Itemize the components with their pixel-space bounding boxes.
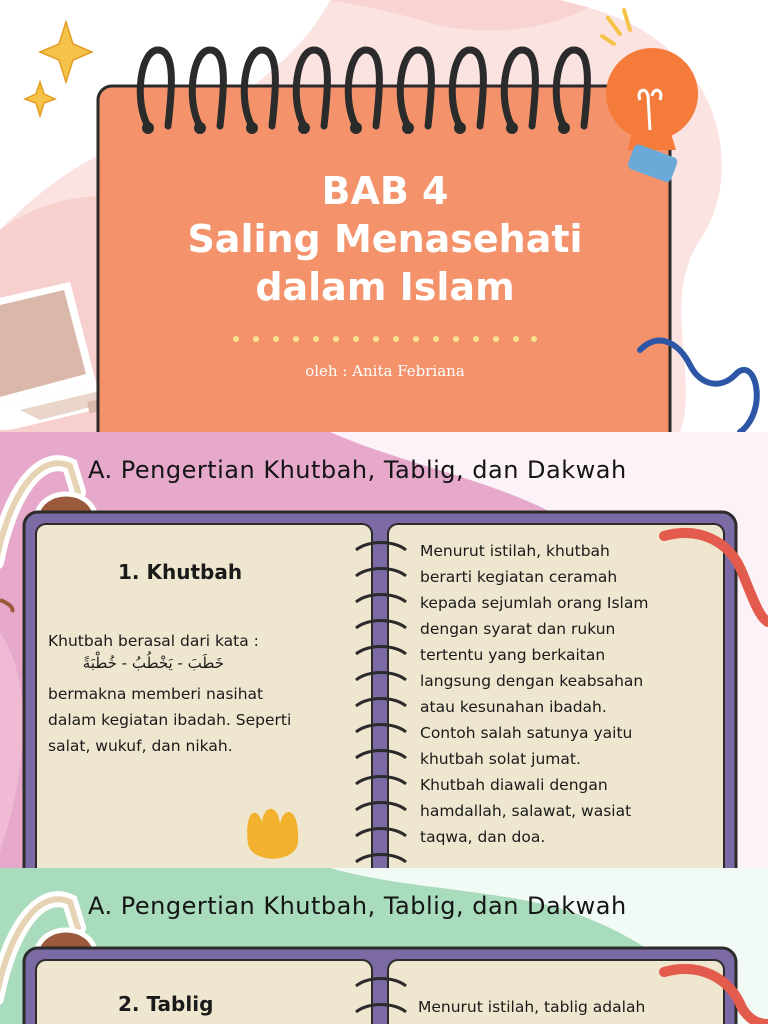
text-line: langsung dengan keabsahan bbox=[420, 672, 644, 690]
khutbah-origin-intro: Khutbah berasal dari kata : bbox=[48, 632, 259, 650]
subsection-heading-tablig: 2. Tablig bbox=[118, 992, 214, 1016]
text-line: atau kesunahan ibadah. bbox=[420, 698, 607, 716]
text-line: dengan syarat dan rukun bbox=[420, 620, 616, 638]
subsection-heading-khutbah: 1. Khutbah bbox=[118, 560, 243, 584]
title-line-2: Saling Menasehati bbox=[187, 217, 583, 261]
text-line: berarti kegiatan ceramah bbox=[420, 568, 618, 586]
bg-blob-pink-top bbox=[330, 0, 600, 30]
bg-blob-pink bbox=[0, 632, 23, 852]
slide-khutbah bbox=[0, 432, 768, 868]
khutbah-arabic-root: خَطَبَ - يَخْطُبُ - خُطْبَةً bbox=[82, 654, 224, 672]
text-line: tertentu yang berkaitan bbox=[420, 646, 606, 664]
slide-tablig bbox=[0, 868, 768, 1024]
text-line: Contoh salah satunya yaitu bbox=[420, 724, 633, 742]
section-heading: A. Pengertian Khutbah, Tablig, dan Dakwah bbox=[88, 456, 627, 484]
text-line: bermakna memberi nasihat bbox=[48, 685, 264, 703]
text-line: Menurut istilah, khutbah bbox=[420, 542, 610, 560]
section-heading: A. Pengertian Khutbah, Tablig, dan Dakwah bbox=[88, 892, 627, 920]
text-line: Khutbah diawali dengan bbox=[420, 776, 608, 794]
tablig-definition: Menurut istilah, tablig adalah bbox=[418, 998, 646, 1016]
khutbah-definition bbox=[420, 538, 648, 850]
text-line: kepada sejumlah orang Islam bbox=[420, 594, 649, 612]
text-line: salat, wukuf, dan nikah. bbox=[48, 737, 233, 755]
text-line: taqwa, dan doa. bbox=[420, 828, 546, 846]
title-line-1: BAB 4 bbox=[321, 169, 449, 213]
khutbah-meaning bbox=[48, 681, 291, 759]
tulip-flower-icon bbox=[247, 809, 298, 859]
author-line: oleh : Anita Febriana bbox=[305, 362, 465, 380]
title-line-3: dalam Islam bbox=[255, 265, 515, 309]
slide-title bbox=[0, 0, 768, 432]
text-line: dalam kegiatan ibadah. Seperti bbox=[48, 711, 292, 729]
text-line: khutbah solat jumat. bbox=[420, 750, 581, 768]
text-line: hamdallah, salawat, wasiat bbox=[420, 802, 632, 820]
